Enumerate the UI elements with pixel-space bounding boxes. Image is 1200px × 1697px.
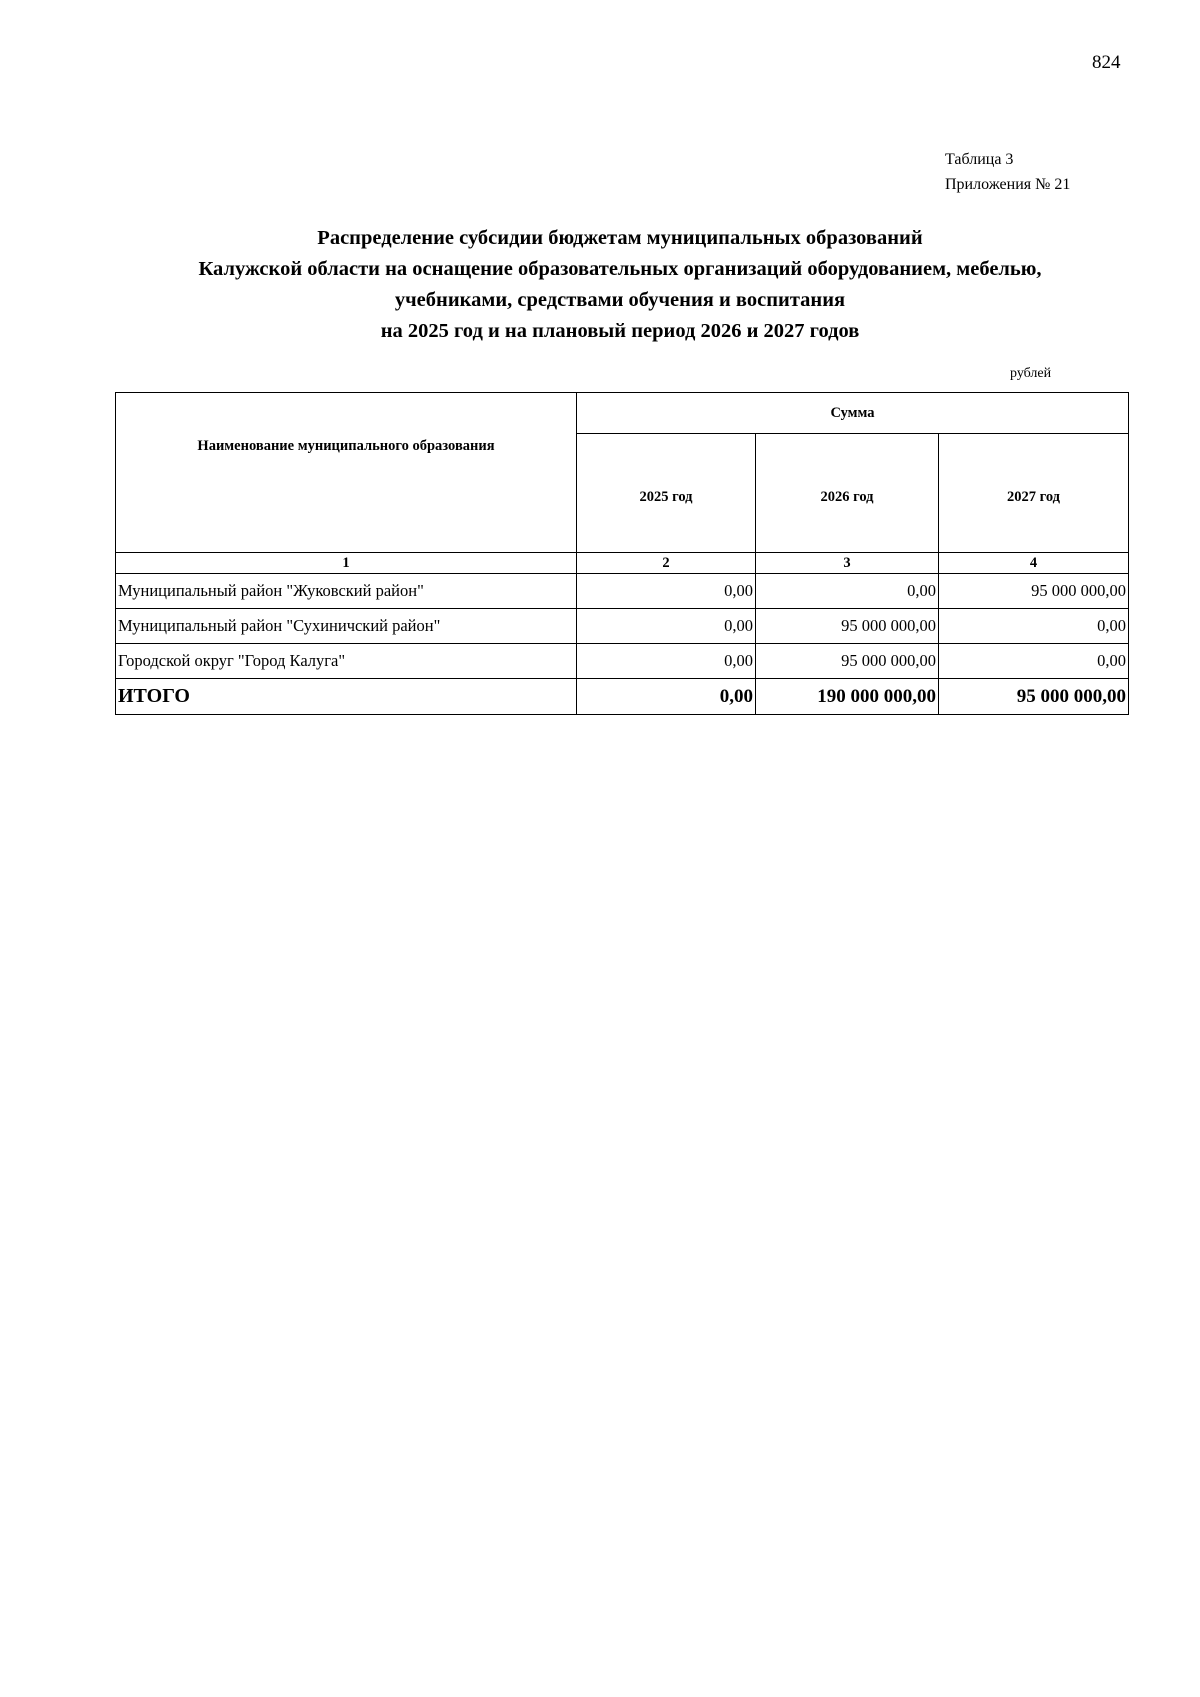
column-number-row bbox=[116, 553, 1129, 574]
header-row-1 bbox=[116, 393, 1129, 434]
column-number-1: 1 bbox=[116, 553, 577, 574]
total-2027: 95 000 000,00 bbox=[939, 679, 1129, 715]
amount-2025: 0,00 bbox=[577, 574, 756, 609]
header-sum: Сумма bbox=[577, 393, 1129, 434]
amount-2026: 95 000 000,00 bbox=[756, 609, 939, 644]
table-row bbox=[116, 609, 1129, 644]
title-line-4: на 2025 год и на плановый период 2026 и 2027 годов bbox=[380, 320, 860, 342]
amount-2027: 0,00 bbox=[939, 609, 1129, 644]
table-reference-line-2: Приложения № 21 bbox=[945, 176, 1071, 193]
header-year-2027: 2027 год bbox=[939, 434, 1129, 553]
municipality-name: Муниципальный район "Жуковский район" bbox=[116, 574, 577, 609]
header-municipality-name: Наименование муниципального образования bbox=[116, 393, 577, 553]
table-row bbox=[116, 574, 1129, 609]
amount-2026: 95 000 000,00 bbox=[756, 644, 939, 679]
amount-2027: 0,00 bbox=[939, 644, 1129, 679]
document-title bbox=[0, 223, 1200, 347]
units-label: рублей bbox=[1010, 366, 1052, 381]
title-line-1: Распределение субсидии бюджетам муниципальных образований bbox=[317, 227, 923, 249]
amount-2025: 0,00 bbox=[577, 644, 756, 679]
table-reference-line-1: Таблица 3 bbox=[945, 151, 1014, 168]
amount-2025: 0,00 bbox=[577, 609, 756, 644]
total-2025: 0,00 bbox=[577, 679, 756, 715]
total-2026: 190 000 000,00 bbox=[756, 679, 939, 715]
total-row bbox=[116, 679, 1129, 715]
title-line-3: учебниками, средствами обучения и воспитания bbox=[394, 289, 846, 311]
column-number-3: 3 bbox=[756, 553, 939, 574]
title-line-2: Калужской области на оснащение образовательных организаций оборудованием, мебелью, bbox=[198, 258, 1042, 280]
column-number-4: 4 bbox=[939, 553, 1129, 574]
page-number: 824 bbox=[1092, 52, 1121, 73]
header-year-2026: 2026 год bbox=[756, 434, 939, 553]
table-reference bbox=[945, 147, 1070, 197]
amount-2027: 95 000 000,00 bbox=[939, 574, 1129, 609]
table-row bbox=[116, 644, 1129, 679]
column-number-2: 2 bbox=[577, 553, 756, 574]
amount-2026: 0,00 bbox=[756, 574, 939, 609]
total-label: ИТОГО bbox=[116, 679, 577, 715]
header-year-2025: 2025 год bbox=[577, 434, 756, 553]
subsidy-table bbox=[115, 392, 1129, 715]
municipality-name: Городской округ "Город Калуга" bbox=[116, 644, 577, 679]
municipality-name: Муниципальный район "Сухиничский район" bbox=[116, 609, 577, 644]
